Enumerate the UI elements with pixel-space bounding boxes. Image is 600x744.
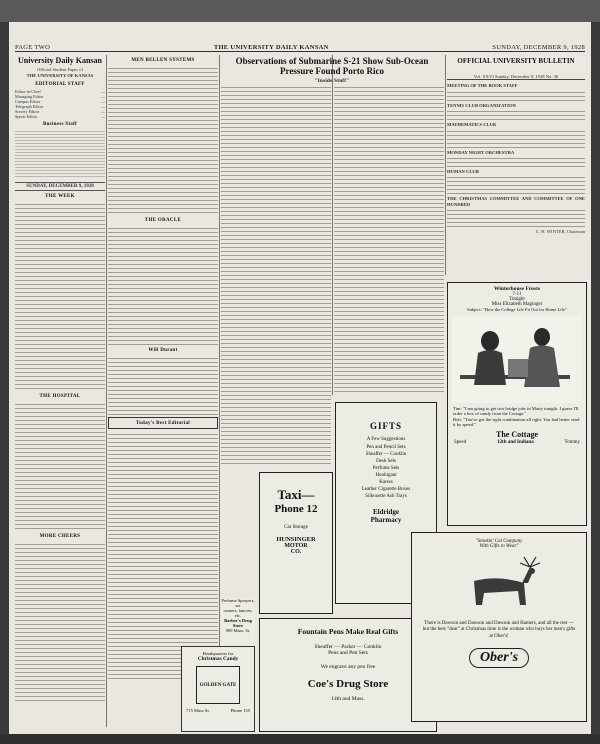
staff-row: Telegraph Editor — — [15, 103, 105, 109]
cottage-top: Winterhouse Frosts — [493, 286, 541, 292]
gift-item: Leather Cigarette Boxes — [361, 487, 411, 492]
cottage-line3: Tonight — [509, 297, 525, 302]
body-text — [447, 108, 585, 122]
obers-line1: "Smokin' Cat Company — [475, 539, 523, 544]
column-rule — [106, 55, 107, 727]
gifts-title: GIFTS — [369, 421, 402, 431]
golden-gate-footer — [186, 708, 250, 713]
fountain-store: Coe's Drug Store — [307, 678, 389, 690]
taxi-company2: MOTOR — [284, 543, 308, 549]
page-number: PAGE TWO — [15, 44, 51, 51]
lead-story — [221, 55, 443, 86]
nameplate-sub: Official Student Paper of — [37, 67, 83, 72]
cottage-dialog-bob: Bob: "You've got the right combination all right. You had better send it by speed." — [453, 417, 580, 427]
fountain-service: We engrave any pen free — [320, 664, 376, 670]
editorial-date: SUNDAY, DECEMBER 9, 1928 — [15, 182, 105, 191]
fountain-address: 14th and Mass. — [331, 696, 365, 702]
cottage-address: 12th and Indiana — [497, 440, 534, 445]
golden-gate-ad — [181, 646, 255, 732]
obers-ad — [411, 532, 587, 722]
gift-item: Perfume Sets — [372, 466, 400, 471]
men-heading: MEN BELLEN SYSTEMS — [131, 58, 195, 63]
barber-line1: Perfume Sprayers, set — [221, 598, 255, 608]
body-text — [334, 84, 444, 394]
obers-logo: Ober's — [469, 648, 529, 668]
golden-gate-text: GOLDEN GATE — [199, 682, 237, 688]
bulletin-notice: THE CHRISTMAS COMMITTEE AND COMMITTEE OF ONE HUNDRED — [447, 196, 585, 207]
golden-gate-logo — [196, 666, 240, 704]
body-text — [15, 541, 105, 701]
staff-row: Editor-in-Chief — — [15, 88, 105, 94]
staff-row: Sports Editor — — [15, 113, 105, 119]
scan-top-edge — [0, 0, 600, 22]
taxi-company: HUNSINGER — [276, 536, 316, 543]
scan-bottom-edge — [0, 734, 600, 744]
body-text — [221, 84, 331, 464]
deer-illustration — [444, 553, 554, 617]
page-masthead — [15, 41, 585, 52]
body-text — [447, 207, 585, 229]
cottage-line4: Miss Elizabeth Maginger — [491, 302, 543, 307]
cottage-footer — [454, 440, 580, 445]
fountain-title: Fountain Pens Make Real Gifts — [297, 627, 399, 636]
cottage-right: Tommy — [564, 440, 580, 445]
cottage-line5: Subject: "How the College Life Fit Out for Home Life" — [467, 307, 567, 312]
newspaper-page — [9, 22, 591, 734]
gifts-list — [336, 444, 436, 500]
bulletin-signature: C. H. WINTER, Chairman — [535, 229, 585, 235]
bulletin-title — [447, 57, 585, 71]
week-heading: THE WEEK — [45, 194, 75, 200]
gifts-intro: A Few Suggestions — [366, 437, 406, 442]
golden-gate-phone: Phone 155 — [230, 708, 250, 713]
gift-item: Desk Sets — [376, 459, 396, 464]
lead-headline: Observations of Submarine S-21 Show Sub-Ocean Pressure Found Porto Rico — [235, 56, 429, 76]
gift-item: Houbigant — [375, 473, 397, 478]
gifts-store2: Pharmacy — [370, 516, 402, 524]
taxi-storage: Car Storage — [284, 525, 308, 530]
cottage-left: Speed — [454, 440, 467, 445]
body-text — [447, 89, 585, 103]
column-rule — [445, 55, 446, 275]
staff-row: Managing Editor — — [15, 93, 105, 99]
cottage-ad — [447, 282, 587, 526]
inside-stuff-heading: "Inside Stuff" — [314, 79, 350, 84]
page-date: SUNDAY, DECEMBER 9, 1928 — [492, 44, 585, 51]
staff-row: Society Editor — — [15, 108, 105, 114]
nameplate-sub2: THE UNIVERSITY OF KANSAS — [26, 73, 94, 79]
body-text — [108, 225, 218, 345]
barber-line2: owners, fancies, etc. — [223, 608, 253, 618]
body-text — [15, 129, 105, 179]
body-text — [447, 155, 585, 169]
editorial-heading: Today's Best Editorial — [136, 421, 190, 426]
taxi-line1: Taxi— — [277, 487, 315, 502]
candy-line1: Headquarters for — [202, 651, 234, 656]
business-heading: Business Staff — [42, 121, 78, 127]
bulletin-notice: MATHEMATICS CLUB — [447, 122, 496, 128]
taxi-ad — [259, 472, 333, 614]
body-text — [447, 128, 585, 150]
body-text — [15, 201, 105, 391]
will-durant-heading: Will Durant — [148, 348, 178, 353]
barber-line3: Barber's Drug Store — [224, 618, 252, 628]
column-rule — [332, 55, 333, 395]
gifts-store: Eldridge — [372, 508, 400, 516]
bulletin-sub: Vol. XXVI Sunday, December 9, 1928 No. 36 — [447, 74, 585, 80]
staff-row: Campus Editor — — [15, 98, 105, 104]
bulletin-notice: MEETING OF THE BOOK STAFF — [447, 83, 518, 89]
body-text — [108, 431, 218, 681]
taxi-phone: Phone 12 — [274, 503, 318, 515]
cottage-name: The Cottage — [496, 430, 538, 439]
staff-list — [15, 89, 105, 119]
obers-body: There is Dawson and Dawson and Dawson and Hamers, and all the rest — but the best "dear" at Christmas time is the woman who buys her men's gifts at Ober's! — [422, 621, 576, 639]
gift-item: Silhouette Ash Trays — [365, 494, 407, 499]
more-cheers-heading: MORE CHEERS — [39, 534, 81, 540]
staff-heading: EDITORIAL STAFF — [35, 81, 85, 87]
fountain-items: Pens and Pen Sets — [328, 650, 368, 656]
cottage-dialog-tim: Tim: "I am going to get two bridge jobs in Marty tonight. I guess I'll order a box of candy from the Cottage." — [453, 406, 579, 416]
paper-title: THE UNIVERSITY DAILY KANSAN — [213, 44, 329, 51]
hospital-heading: THE HOSPITAL — [39, 394, 81, 400]
oracle-heading: THE ORACLE — [144, 218, 182, 223]
fountain-brands: Sheaffer — Parker — Conklin — [314, 644, 382, 650]
obers-line2: With Gifts to Wear" — [479, 544, 519, 549]
body-text — [15, 401, 105, 531]
candy-line2: Christmas Candy — [197, 656, 239, 662]
bulletin-column — [447, 73, 585, 283]
body-text — [108, 355, 218, 415]
column-rule — [219, 55, 220, 727]
cottage-line2: 7-11 — [512, 292, 522, 297]
body-text — [447, 174, 585, 196]
bulletin-notice: MONDAY NIGHT ORCHESTRA — [447, 149, 515, 155]
nameplate: University Daily Kansan — [17, 56, 102, 65]
body-text — [108, 65, 218, 215]
news-column — [108, 55, 218, 725]
bulletin-heading: OFFICIAL UNIVERSITY BULLETIN — [457, 57, 575, 65]
gift-item: Sheaffer — Conklin — [365, 452, 407, 457]
gift-item: Pen and Pencil Sets — [366, 445, 406, 450]
bulletin-notice: HUMAN CLUB — [447, 169, 479, 175]
editorial-column — [15, 55, 105, 727]
bulletin-notice: TENNIS CLUB ORGANIZATION — [447, 102, 516, 108]
illustration-couple — [452, 315, 582, 403]
taxi-company3: CO. — [290, 549, 302, 555]
barber-line4: 909 Mass. St. — [225, 628, 251, 633]
gift-item: Karess — [379, 480, 393, 485]
editorial-box — [108, 417, 218, 429]
golden-gate-address: 715 Mass St. — [186, 708, 210, 713]
